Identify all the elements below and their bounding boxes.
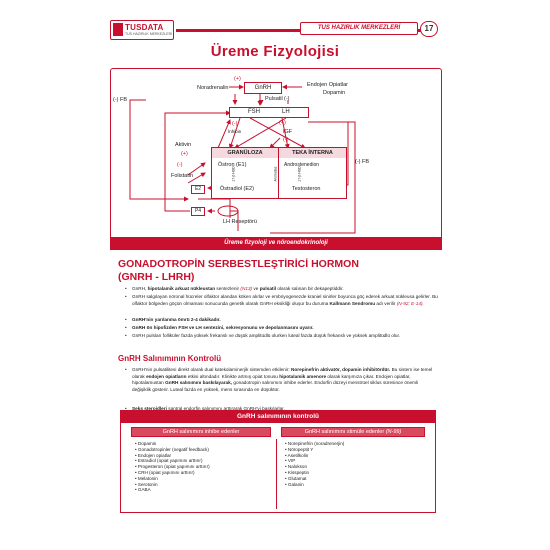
- bullet-2: • GnRH salgılayan nöronal hücreler olfaktor alandan köken alırlar ve embriyogenezde kraniel sinirler boyunca göç ederek arkuat nükleusa gelirler. Bu olfaktor bölgeden göçün olmaması sonucunda genetik olarak GnRH eksikliği oluşur bu duruma Kallmann Sendromu adı verilir (N-92; E-14).: [132, 294, 438, 307]
- page-number: 17: [420, 21, 438, 37]
- table-right-header: GnRH salınımını stimüle edenler (N-99): [281, 427, 425, 437]
- label-minus-4: (-): [177, 162, 183, 168]
- p4-box: P4: [191, 207, 205, 216]
- list-item: • CRH (opiat yapımını arttırır): [135, 470, 210, 476]
- logo-text: TUSDATA: [125, 23, 164, 32]
- list-item: • Dopamin: [135, 441, 210, 447]
- label-estradiol: Östradiol (E2): [220, 186, 254, 192]
- label-aromataz: Aromataz: [273, 166, 278, 182]
- label-17b-hsd-2: 17-β HSD: [297, 166, 302, 182]
- table-left-header: GnRH salınımını inhibe edenler: [131, 427, 271, 437]
- control-table: [120, 410, 436, 513]
- gnrh-box: GnRH: [244, 82, 282, 94]
- label-lh-reseptoru: LH Reseptörü: [223, 219, 257, 225]
- list-item: • Galanin: [285, 482, 344, 488]
- table-divider: [276, 439, 277, 509]
- label-aktivin: Aktivin: [175, 142, 192, 148]
- label-androstenedion: Androstenedion: [284, 162, 320, 168]
- list-item: • Serotonin: [135, 482, 210, 488]
- list-item: • Glutamat: [285, 476, 344, 482]
- e2-box: E2: [191, 185, 205, 194]
- pituitary-box: [229, 107, 309, 118]
- list-item: • Endojen opiatlar: [135, 453, 210, 459]
- bullet-7: • Seks steroidleri santral endorfin salınımını arttırarak GnRH'yi baskılarlar.: [132, 406, 438, 413]
- label-17b-hsd-1: 17-β HSD: [231, 166, 236, 182]
- label-plus-2: (+): [279, 120, 286, 126]
- teka-header: TEKA İNTERNA: [279, 148, 346, 158]
- list-item: • Nalokson: [285, 464, 344, 470]
- bullet-6: • GnRH'nin pulsatilitesi direkt olarak dual katekolaminerjik sistemden etkilenir: Norepinefrin aktivatör, dopamin inhibitördür. Bu sistem ise temel olarak endojen opiatların etkisi altındadır. Klinikte artmış opiat tonusu hipotalamik amenore olarak karşımıza çıkar. Endojen opiatlar, hipotalamustan GnRH salınımını baskılayarak, gonadotropin salınımını inhibe ederler. Endorfin düzeyi menstrüel siklus süresince önemli değişiklik gösterir. Luteal fazda en yüksek, mens sırasında en düşüktür.: [132, 367, 438, 393]
- table-right-list: [285, 441, 344, 487]
- list-item: • Norepinefrin (noradrenerjin): [285, 441, 344, 447]
- label-pulsatil: Pulsatil: [265, 96, 283, 102]
- label-lh: LH: [282, 109, 290, 115]
- label-fsh: FSH: [248, 109, 260, 115]
- label-igf: IGF: [283, 129, 293, 135]
- page-title: Üreme Fizyolojisi: [210, 43, 340, 60]
- page-header: [0, 0, 550, 44]
- list-item: • Progesteron (opiat yapımını arttırır): [135, 464, 210, 470]
- list-item: • VIP: [285, 458, 344, 464]
- label-endojen-opiatlar: Endojen Opiatlar: [307, 82, 348, 88]
- label-plus-1: (+): [234, 76, 241, 82]
- table-left-list: [135, 441, 210, 493]
- header-tab: TUS HAZIRLIK MERKEZLERİ: [300, 22, 418, 35]
- label-minus-fb-1: (-) FB: [113, 97, 128, 103]
- section-heading-control: GnRH Salınımının Kontrolü: [118, 354, 222, 363]
- figure-caption: Üreme fizyoloji ve nöroendokrinoloji: [110, 237, 442, 250]
- table-title: GnRH salınımının kontrolü: [121, 411, 435, 423]
- list-item: • Asetilkolin: [285, 453, 344, 459]
- label-minus-2: (-): [232, 121, 238, 127]
- label-plus-3: (+): [181, 151, 188, 157]
- bullet-1: • GnRH, hipotalamik arkuat nükleustan sentezlenir (N13) ve pulsatil olarak salınan bir dekapeptiddir.: [132, 286, 438, 293]
- label-minus-fb-2: (-) FB: [355, 159, 370, 165]
- label-ostron: Östron (E1): [218, 162, 247, 168]
- label-testosteron: Testosteron: [292, 186, 321, 192]
- bullet-3: • GnRH'nin yarılanma ömrü 2-4 dakikadır.: [132, 317, 438, 324]
- label-noradrenalin: Noradrenalin: [197, 85, 229, 91]
- section-heading-gnrh: [118, 258, 359, 284]
- list-item: • GABA: [135, 487, 210, 493]
- bullet-4: • GnRH ön hipofizden FSH ve LH sentezini, sekresyonunu ve depolanmasını uyarır.: [132, 325, 438, 332]
- heading-line-2: (GNRH - LHRH): [118, 271, 195, 283]
- list-item: • Melatonin: [135, 476, 210, 482]
- label-minus-1: (-): [284, 96, 290, 102]
- list-item: • Kisspeptin: [285, 470, 344, 476]
- list-item: • Nöropeptit Y: [285, 447, 344, 453]
- label-folistatin: Folistatin: [171, 173, 194, 179]
- tusdata-logo: [110, 20, 174, 40]
- bullet-5: • GnRH pulsları folliküler fazda yüksek frekanslı ve düşük amplitüdlü olurken luteal fazda düşük frekanslı ve yüksek amplitüdlü olur.: [132, 333, 438, 340]
- follicle-cells-box: [211, 147, 347, 199]
- logo-mark: [113, 23, 123, 36]
- logo-subtext: TUS HAZIRLIK MERKEZLERİ: [125, 32, 173, 36]
- figure-box: [110, 68, 442, 250]
- granuloza-header: GRANÜLOZA: [212, 148, 278, 158]
- label-dopamin: Dopamin: [323, 90, 346, 96]
- list-item: • Gonadotropinler (negatif feedback): [135, 447, 210, 453]
- list-item: • Estradiol (opiat yapımını arttırır): [135, 458, 210, 464]
- label-inhibin: İnhibin: [228, 129, 242, 134]
- heading-line-1: GONADOTROPİN SERBESTLEŞTİRİCİ HORMON: [118, 258, 359, 270]
- label-minus-3: (-): [283, 137, 289, 143]
